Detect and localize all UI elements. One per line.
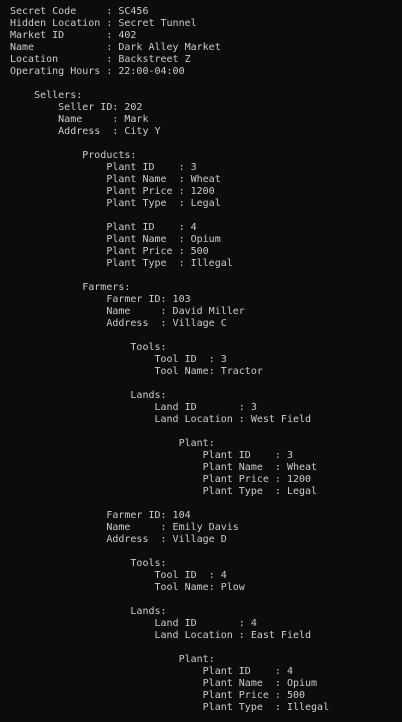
terminal-line: Operating Hours : 22:00-04:00 bbox=[10, 66, 185, 77]
terminal-line: Address : Village D bbox=[10, 534, 227, 545]
terminal-line: Plant Price : 500 bbox=[10, 246, 209, 257]
terminal-line: Tool Name: Tractor bbox=[10, 366, 263, 377]
terminal-line: Name : Dark Alley Market bbox=[10, 42, 221, 53]
terminal-line: Plant ID : 4 bbox=[10, 222, 197, 233]
terminal-line: Secret Code : SC456 bbox=[10, 6, 149, 17]
terminal-line: Name : Mark bbox=[10, 114, 149, 125]
terminal-line: Tools: bbox=[10, 342, 167, 353]
terminal-line bbox=[10, 210, 400, 222]
terminal-line bbox=[10, 594, 400, 606]
terminal-line: Name : David Miller bbox=[10, 306, 245, 317]
terminal-line: Plant Name : Opium bbox=[10, 234, 221, 245]
terminal-line: Tool ID : 3 bbox=[10, 354, 227, 365]
terminal-line: Seller ID: 202 bbox=[10, 102, 143, 113]
terminal-line: Land Location : East Field bbox=[10, 630, 312, 641]
terminal-line: Land ID : 3 bbox=[10, 402, 257, 413]
terminal-line: Lands: bbox=[10, 606, 167, 617]
terminal-line: Plant: bbox=[10, 654, 215, 665]
terminal-line: Plant Price : 500 bbox=[10, 690, 306, 701]
terminal-line: Plant ID : 3 bbox=[10, 450, 293, 461]
terminal-line: Plant ID : 3 bbox=[10, 162, 197, 173]
terminal-line bbox=[10, 330, 400, 342]
terminal-line: Plant Type : Illegal bbox=[10, 258, 233, 269]
terminal-line: Tools: bbox=[10, 558, 167, 569]
terminal-line: Lands: bbox=[10, 390, 167, 401]
terminal-line: Location : Backstreet Z bbox=[10, 54, 191, 65]
terminal-line: Land ID : 4 bbox=[10, 618, 257, 629]
terminal-line bbox=[10, 138, 400, 150]
terminal-line: Sellers: bbox=[10, 90, 83, 101]
terminal-line bbox=[10, 426, 400, 438]
terminal-line: Plant Price : 1200 bbox=[10, 186, 215, 197]
terminal-line: Plant Type : Illegal bbox=[10, 702, 330, 713]
terminal-line bbox=[10, 642, 400, 654]
terminal-line: Products: bbox=[10, 150, 137, 161]
terminal-line bbox=[10, 378, 400, 390]
terminal-line bbox=[10, 546, 400, 558]
terminal-line: Plant Type : Legal bbox=[10, 486, 318, 497]
terminal-line bbox=[10, 78, 400, 90]
terminal-line: Address : City Y bbox=[10, 126, 161, 137]
terminal-line: Farmers: bbox=[10, 282, 131, 293]
terminal-line: Plant Name : Wheat bbox=[10, 174, 221, 185]
terminal-line: Plant: bbox=[10, 438, 215, 449]
terminal-line: Market ID : 402 bbox=[10, 30, 137, 41]
terminal-line: Plant Name : Wheat bbox=[10, 462, 318, 473]
terminal-line: Hidden Location : Secret Tunnel bbox=[10, 18, 197, 29]
terminal-line: Tool ID : 4 bbox=[10, 570, 227, 581]
terminal-line: Plant Type : Legal bbox=[10, 198, 221, 209]
terminal-line: Plant Price : 1200 bbox=[10, 474, 312, 485]
terminal-line bbox=[10, 498, 400, 510]
terminal-line: Tool Name: Plow bbox=[10, 582, 245, 593]
terminal-line: Name : Emily Davis bbox=[10, 522, 239, 533]
terminal-line: Plant ID : 4 bbox=[10, 666, 293, 677]
terminal-line: Address : Village C bbox=[10, 318, 227, 329]
terminal-line: Farmer ID: 103 bbox=[10, 294, 191, 305]
terminal-line: Plant Name : Opium bbox=[10, 678, 318, 689]
terminal-line: Farmer ID: 104 bbox=[10, 510, 191, 521]
terminal-output bbox=[10, 6, 400, 714]
terminal-line bbox=[10, 270, 400, 282]
terminal-line: Land Location : West Field bbox=[10, 414, 312, 425]
